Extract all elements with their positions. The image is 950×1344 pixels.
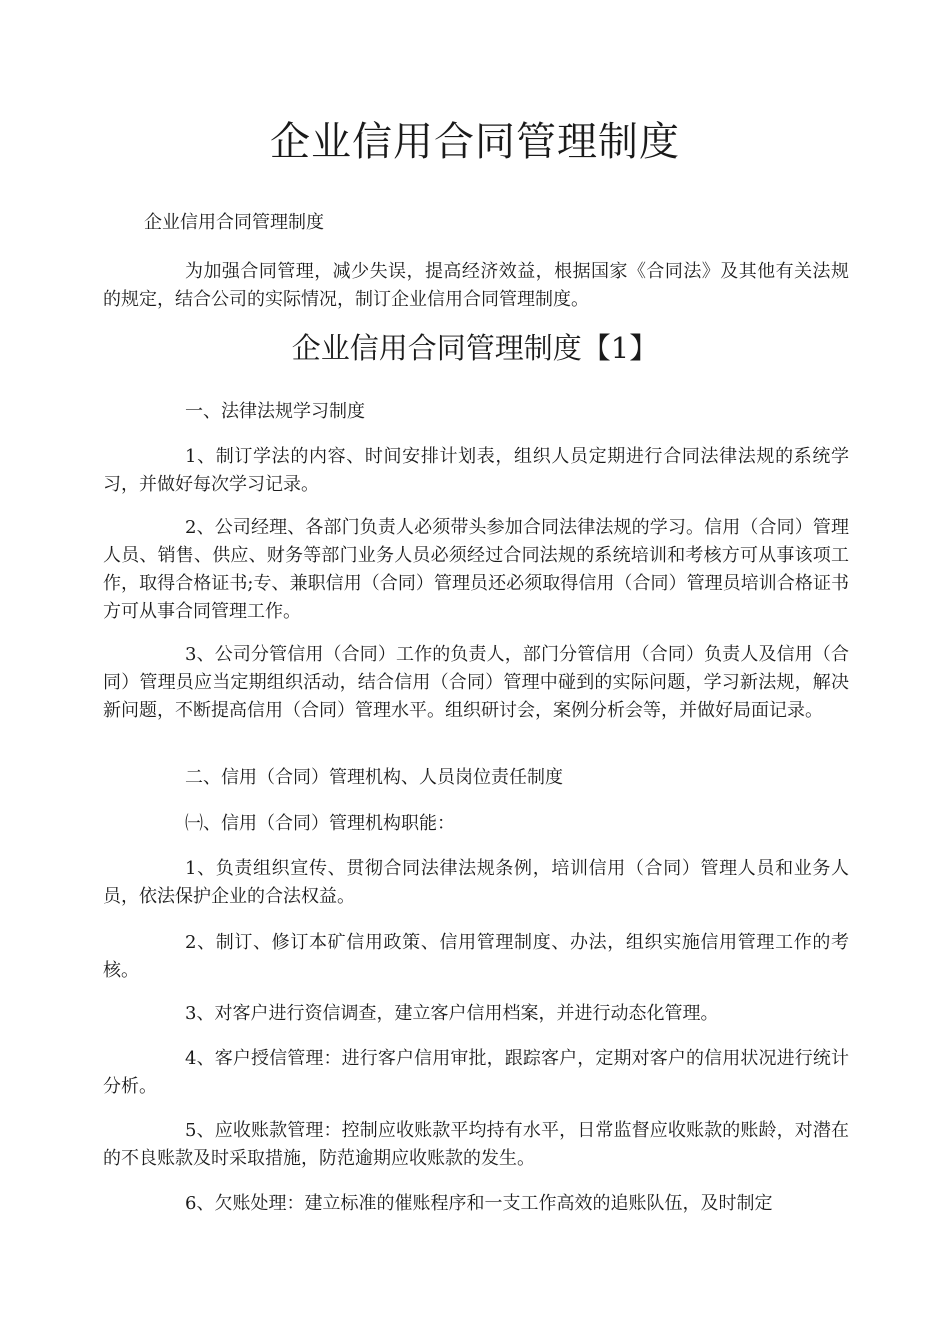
paragraph-item: 2、制订、修订本矿信用政策、信用管理制度、办法，组织实施信用管理工作的考核。 (103, 932, 849, 981)
paragraph-item: 3、对客户进行资信调查，建立客户信用档案，并进行动态化管理。 (185, 1003, 719, 1024)
paragraph-item: 3、公司分管信用（合同）工作的负责人，部门分管信用（合同）负责人及信用（合同）管理员应当定期组织活动，结合信用（合同）管理中碰到的实际问题，学习新法规，解决新问题，不断提高信用（合同）管理水平。组织研讨会，案例分析会等，并做好局面记录。 (103, 644, 849, 721)
paragraph-item: 6、欠账处理：建立标准的催账程序和一支工作高效的追账队伍，及时制定 (185, 1193, 773, 1214)
paragraph-item: 2、公司经理、各部门负责人必须带头参加合同法律法规的学习。信用（合同）管理人员、销售、供应、财务等部门业务人员必须经过合同法规的系统培训和考核方可从事该项工作，取得合格证书;专、兼职信用（合同）管理员还必须取得信用（合同）管理员培训合格证书方可从事合同管理工作。 (103, 517, 849, 622)
paragraph-item: 4、客户授信管理：进行客户信用审批，跟踪客户，定期对客户的信用状况进行统计分析。 (103, 1048, 849, 1097)
paragraph-item: 1、负责组织宣传、贯彻合同法律法规条例，培训信用（合同）管理人员和业务人员，依法保护企业的合法权益。 (103, 858, 849, 907)
paragraph-item: 5、应收账款管理：控制应收账款平均持有水平，日常监督应收账款的账龄，对潜在的不良账款及时采取措施，防范逾期应收账款的发生。 (103, 1120, 849, 1169)
paragraph-item: 1、制订学法的内容、时间安排计划表，组织人员定期进行合同法律法规的系统学习，并做好每次学习记录。 (103, 446, 849, 495)
heading-management-structure: 二、信用（合同）管理机构、人员岗位责任制度 (185, 767, 563, 788)
document-title: 企业信用合同管理制度 (270, 119, 680, 165)
section-title: 企业信用合同管理制度【1】 (291, 331, 659, 365)
intro-paragraph: 为加强合同管理，减少失误，提高经济效益，根据国家《合同法》及其他有关法规的规定，结合公司的实际情况，制订企业信用合同管理制度。 (103, 261, 849, 310)
subheading-functions: ㈠、信用（合同）管理机构职能： (185, 813, 455, 834)
heading-law-study: 一、法律法规学习制度 (185, 401, 365, 422)
document-subtitle: 企业信用合同管理制度 (144, 212, 324, 233)
